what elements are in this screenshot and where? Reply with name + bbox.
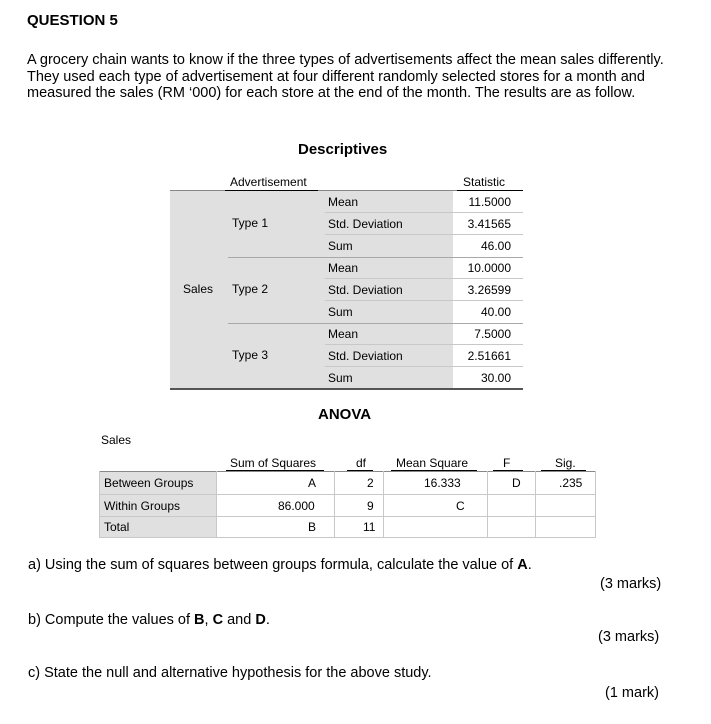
table-row bbox=[325, 213, 523, 235]
table-row bbox=[325, 367, 523, 389]
descriptives-title: Descriptives bbox=[298, 141, 388, 158]
stat-name: Sum bbox=[328, 371, 353, 385]
df-value: 2 bbox=[367, 476, 374, 490]
header-sig: Sig. bbox=[555, 456, 576, 470]
table-row bbox=[325, 345, 523, 367]
stat-value: 11.5000 bbox=[468, 195, 511, 209]
column-divider bbox=[595, 471, 596, 537]
type-label: Type 3 bbox=[232, 348, 269, 362]
ss-value: A bbox=[308, 476, 317, 490]
column-divider bbox=[99, 471, 100, 537]
stat-name: Std. Deviation bbox=[328, 217, 403, 231]
part-a-question bbox=[28, 557, 532, 573]
part-a-var: A bbox=[517, 557, 528, 573]
stat-value: 3.41565 bbox=[467, 217, 511, 231]
f-value: D bbox=[512, 476, 521, 490]
header-mean-square: Mean Square bbox=[396, 456, 469, 470]
stat-name: Sum bbox=[328, 305, 353, 319]
stat-value: 7.5000 bbox=[474, 327, 511, 341]
header-f: F bbox=[503, 456, 511, 470]
header-advertisement: Advertisement bbox=[230, 175, 307, 189]
anova-title: ANOVA bbox=[318, 406, 372, 423]
stat-value: 30.00 bbox=[480, 371, 511, 385]
ms-value: C bbox=[456, 499, 465, 513]
table-row bbox=[325, 191, 523, 213]
stat-name: Mean bbox=[328, 327, 359, 341]
table-row bbox=[325, 257, 523, 279]
question-title: QUESTION 5 bbox=[27, 12, 118, 29]
stat-name: Mean bbox=[328, 195, 359, 209]
stat-name: Std. Deviation bbox=[328, 283, 403, 297]
column-divider bbox=[334, 471, 335, 537]
stat-value: 40.00 bbox=[480, 305, 511, 319]
stat-value: 3.26599 bbox=[467, 283, 511, 297]
row-divider bbox=[99, 494, 596, 495]
row-label: Between Groups bbox=[104, 476, 194, 490]
table-bottom-border bbox=[170, 388, 523, 390]
row-label: Total bbox=[104, 520, 130, 534]
ss-value: 86.000 bbox=[278, 499, 315, 513]
part-b-marks: (3 marks) bbox=[598, 629, 660, 645]
row-label: Within Groups bbox=[104, 499, 181, 513]
question-intro: A grocery chain wants to know if the three types of advertisements affect the mean sales differently. They used each type of advertisement at four different randomly selected stores for a month and measured the sales (RM ‘000) for each store at the end of the month. The results are as follow. bbox=[27, 52, 664, 101]
type-label: Type 1 bbox=[232, 216, 269, 230]
row-label-sales: Sales bbox=[183, 282, 214, 296]
anova-table bbox=[99, 452, 596, 537]
part-a-text: a) Using the sum of squares between groups formula, calculate the value of bbox=[28, 557, 518, 573]
table-row bbox=[325, 279, 523, 301]
part-b-question bbox=[28, 612, 270, 628]
stat-name: Sum bbox=[328, 239, 353, 253]
row-divider bbox=[99, 516, 596, 517]
type-label: Type 2 bbox=[232, 282, 269, 296]
header-underline bbox=[225, 190, 318, 191]
df-value: 11 bbox=[363, 520, 376, 534]
table-row bbox=[325, 323, 523, 345]
column-divider bbox=[216, 471, 217, 537]
descriptives-table bbox=[170, 172, 523, 389]
part-b-var: D bbox=[255, 612, 266, 628]
part-c-marks: (1 mark) bbox=[605, 685, 659, 701]
header-df: df bbox=[356, 456, 367, 470]
stat-name: Mean bbox=[328, 261, 359, 275]
part-b-end: . bbox=[265, 612, 270, 628]
df-value: 9 bbox=[367, 499, 374, 513]
part-b-var: B bbox=[194, 612, 205, 628]
part-c-question: c) State the null and alternative hypothesis for the above study. bbox=[28, 665, 432, 681]
column-divider bbox=[487, 471, 488, 537]
row-divider bbox=[99, 537, 596, 538]
stat-value: 46.00 bbox=[480, 239, 511, 253]
part-a-marks: (3 marks) bbox=[600, 576, 662, 592]
header-statistic: Statistic bbox=[463, 175, 506, 189]
table-row bbox=[325, 301, 523, 323]
stat-name: Std. Deviation bbox=[328, 349, 403, 363]
table-row bbox=[325, 235, 523, 257]
anova-caption: Sales bbox=[101, 433, 132, 447]
part-b-var: C bbox=[212, 612, 224, 628]
column-divider bbox=[383, 471, 384, 537]
stat-value: 2.51661 bbox=[467, 349, 511, 363]
column-divider bbox=[535, 471, 536, 537]
part-b-sep: , bbox=[204, 612, 213, 628]
ss-value: B bbox=[308, 520, 317, 534]
part-b-sep: and bbox=[223, 612, 256, 628]
header-sum-of-squares: Sum of Squares bbox=[230, 456, 317, 470]
ms-value: 16.333 bbox=[424, 476, 461, 490]
sig-value: .235 bbox=[559, 476, 583, 490]
part-a-end: . bbox=[527, 557, 532, 573]
stat-value: 10.0000 bbox=[467, 261, 511, 275]
part-b-text: b) Compute the values of bbox=[28, 612, 195, 628]
